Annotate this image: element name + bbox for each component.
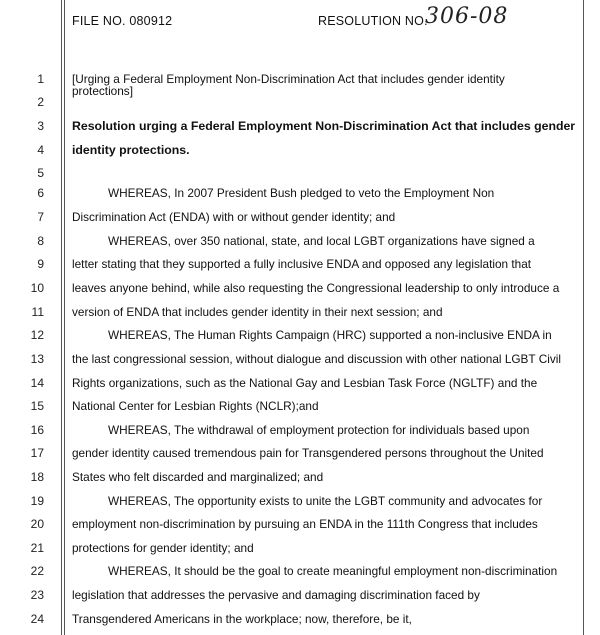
line-number: 23: [30, 588, 44, 602]
line-number: 17: [30, 446, 44, 460]
right-margin-rule: [583, 0, 584, 635]
whereas-5-line-2: employment non-discrimination by pursuing an ENDA in the 111th Congress that includes: [72, 517, 538, 531]
whereas-5-line-3: protections for gender identity; and: [72, 541, 254, 555]
line-number: 24: [30, 612, 44, 626]
resolution-title-line-1: Resolution urging a Federal Employment Non-Discrimination Act that includes gender: [72, 119, 576, 133]
whereas-3-line-2: the last congressional session, without dialogue and discussion with other national LGBT Civil: [72, 352, 561, 366]
line-number: 21: [30, 541, 44, 555]
line-number: 4: [37, 143, 44, 157]
line-number: 9: [37, 257, 44, 271]
line-number: 11: [31, 305, 44, 319]
whereas-6-line-2: legislation that addresses the pervasive and damaging discrimination faced by: [72, 588, 480, 602]
line-number: 13: [30, 352, 44, 366]
file-number: FILE NO. 080912: [72, 14, 173, 28]
line-number: 16: [30, 423, 44, 437]
line-number: 19: [30, 494, 44, 508]
line-number: 18: [30, 470, 44, 484]
whereas-6-line-1: WHEREAS, It should be the goal to create meaningful employment non-discrimination: [108, 564, 558, 578]
whereas-2-line-4: version of ENDA that includes gender identity in their next session; and: [72, 305, 443, 319]
whereas-4-line-2: gender identity caused tremendous pain for Transgendered persons throughout the United: [72, 446, 544, 460]
whereas-4-line-1: WHEREAS, The withdrawal of employment protection for individuals based upon: [108, 423, 530, 437]
resolution-number-handwritten: 306-08: [425, 4, 509, 29]
line-number: 1: [37, 72, 44, 86]
line-number: 3: [37, 119, 44, 133]
resolution-label: RESOLUTION NO.: [318, 14, 428, 28]
line-number: 20: [30, 517, 44, 531]
left-margin-rule-inner: [64, 0, 65, 635]
whereas-2-line-3: leaves anyone behind, while also requesting the Congressional leadership to only introduce a: [72, 281, 560, 295]
whereas-3-line-4: National Center for Lesbian Rights (NCLR);and: [72, 399, 319, 413]
whereas-6-line-3: Transgendered Americans in the workplace; now, therefore, be it,: [72, 612, 412, 626]
whereas-1-line-2: Discrimination Act (ENDA) with or without gender identity; and: [72, 210, 396, 224]
line-number: 8: [37, 234, 44, 248]
whereas-1-line-1: WHEREAS, In 2007 President Bush pledged to veto the Employment Non: [108, 186, 495, 200]
line-number: 12: [30, 328, 44, 342]
line-number: 10: [30, 281, 44, 295]
line-number: 5: [37, 166, 44, 180]
line-number: 22: [30, 564, 44, 578]
resolution-summary: [Urging a Federal Employment Non-Discrimination Act that includes gender identity protections]: [72, 72, 505, 98]
line-number: 6: [37, 186, 44, 200]
left-margin-rule: [61, 0, 62, 635]
resolution-title-line-2: identity protections.: [72, 143, 190, 157]
whereas-4-line-3: States who felt discarded and marginalized; and: [72, 470, 324, 484]
line-number: 14: [30, 376, 44, 390]
whereas-5-line-1: WHEREAS, The opportunity exists to unite the LGBT community and advocates for: [108, 494, 543, 508]
line-number: 2: [37, 95, 44, 109]
line-number: 15: [30, 399, 44, 413]
whereas-3-line-3: Rights organizations, such as the National Gay and Lesbian Task Force (NGLTF) and the: [72, 376, 538, 390]
whereas-2-line-2: letter stating that they supported a fully inclusive ENDA and opposed any legislation that: [72, 257, 532, 271]
whereas-3-line-1: WHEREAS, The Human Rights Campaign (HRC) supported a non-inclusive ENDA in: [108, 328, 552, 342]
whereas-2-line-1: WHEREAS, over 350 national, state, and local LGBT organizations have signed a: [108, 234, 535, 248]
line-number: 7: [37, 210, 44, 224]
